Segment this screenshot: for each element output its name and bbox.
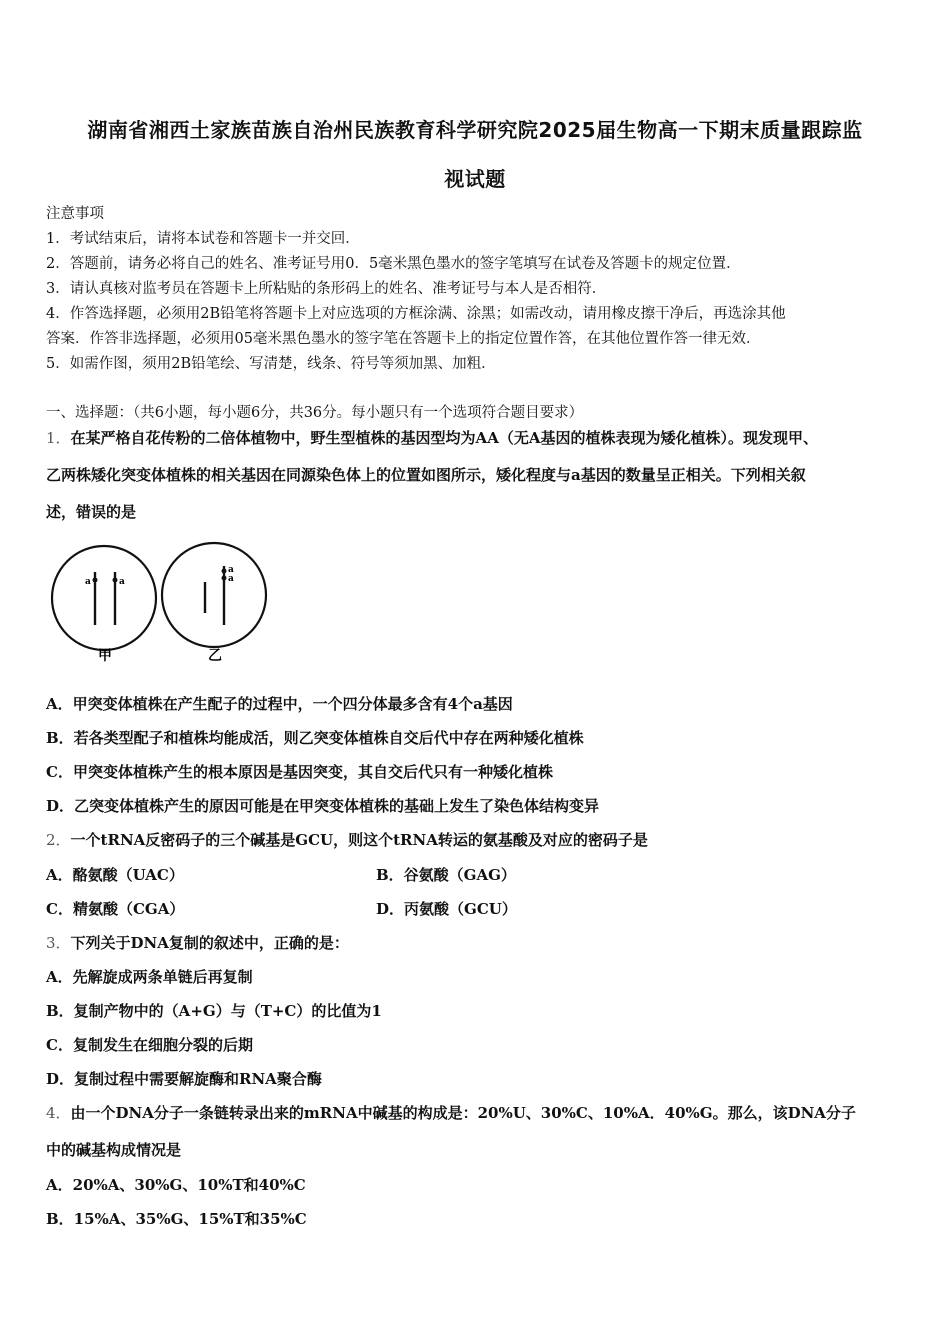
gene-label-a: a xyxy=(228,565,234,575)
option-b[interactable]: B．谷氨酸（GAG） xyxy=(376,866,516,884)
notice-item: 1．考试结束后，请将本试卷和答题卡一并交回． xyxy=(46,231,360,247)
option-c[interactable]: C．精氨酸（CGA） xyxy=(46,900,185,918)
gene-dot xyxy=(93,578,98,583)
gene-dot xyxy=(222,576,227,581)
cell-circle-yi xyxy=(162,543,266,647)
gene-dot xyxy=(113,578,118,583)
notice-item: 3．请认真核对监考员在答题卡上所粘贴的条形码上的姓名、准考证号与本人是否相符． xyxy=(46,281,607,297)
option-a[interactable]: A．酪氨酸（UAC） xyxy=(46,866,184,884)
page-title-line-1: 湖南省湘西土家族苗族自治州民族教育科学研究院2025届生物高一下期末质量跟踪监 xyxy=(87,118,863,142)
page-title-line-2: 视试题 xyxy=(444,167,506,191)
option-a[interactable]: A．甲突变体植株在产生配子的过程中，一个四分体最多含有4个a基因 xyxy=(46,695,513,713)
option-b[interactable]: B．若各类型配子和植株均能成活，则乙突变体植株自交后代中存在两种矮化植株 xyxy=(46,729,584,747)
figure-label-yi: 乙 xyxy=(208,648,222,664)
option-d[interactable]: D．乙突变体植株产生的原因可能是在甲突变体植株的基础上发生了染色体结构变异 xyxy=(46,797,600,815)
option-d[interactable]: D．丙氨酸（GCU） xyxy=(376,900,517,918)
option-d[interactable]: D．复制过程中需要解旋酶和RNA聚合酶 xyxy=(46,1070,322,1088)
cell-circle-jia xyxy=(52,546,156,650)
question-text: 中的碱基构成情况是 xyxy=(46,1141,182,1159)
notice-item: 答案．作答非选择题，必须用05毫米黑色墨水的签字笔在答题卡上的指定位置作答，在其他位置作答一律无效． xyxy=(46,331,761,347)
gene-dot xyxy=(222,569,227,574)
option-b[interactable]: B．复制产物中的（A+G）与（T+C）的比值为1 xyxy=(46,1002,382,1020)
question-text: 乙两株矮化突变体植株的相关基因在同源染色体上的位置如图所示，矮化程度与a基因的数量呈正相关。下列相关叙 xyxy=(46,466,806,484)
notice-item: 5．如需作图，须用2B铅笔绘、写清楚，线条、符号等须加黑、加粗． xyxy=(46,356,496,372)
question-number: 3． xyxy=(46,934,71,952)
question-text: 由一个DNA分子一条链转录出来的mRNA中碱基的构成是：20%U、30%C、10%A．40%G。那么，该DNA分子 xyxy=(70,1104,856,1122)
option-b[interactable]: B．15%A、35%G、15%T和35%C xyxy=(46,1210,307,1228)
notice-item: 4．作答选择题，必须用2B铅笔将答题卡上对应选项的方框涂满、涂黑；如需改动，请用橡皮擦干净后，再选涂其他 xyxy=(46,306,786,322)
option-c[interactable]: C．复制发生在细胞分裂的后期 xyxy=(46,1036,253,1054)
question-text: 一个tRNA反密码子的三个碱基是GCU，则这个tRNA转运的氨基酸及对应的密码子是 xyxy=(70,831,648,849)
gene-label-a: a xyxy=(85,577,91,587)
question-number: 2． xyxy=(46,831,71,849)
figure-label-jia: 甲 xyxy=(98,648,112,664)
question-number: 4． xyxy=(46,1104,71,1122)
option-a[interactable]: A．20%A、30%G、10%T和40%C xyxy=(46,1176,306,1194)
question-text: 述，错误的是 xyxy=(46,503,137,521)
question-number: 1． xyxy=(46,429,71,447)
option-a[interactable]: A．先解旋成两条单链后再复制 xyxy=(46,968,253,986)
gene-label-a: a xyxy=(228,574,234,584)
notice-item: 2．答题前，请务必将自己的姓名、准考证号用0．5毫米黑色墨水的签字笔填写在试卷及答题卡的规定位置． xyxy=(46,256,741,272)
chromosome-figure xyxy=(48,540,278,670)
question-text: 在某严格自花传粉的二倍体植物中，野生型植株的基因型均为AA（无A基因的植株表现为矮化植株）。现发现甲、 xyxy=(70,429,818,447)
section-heading: 一、选择题：（共6小题，每小题6分，共36分。每小题只有一个选项符合题目要求） xyxy=(46,405,584,421)
gene-label-a: a xyxy=(119,577,125,587)
question-text: 下列关于DNA复制的叙述中，正确的是： xyxy=(70,934,349,952)
notice-heading: 注意事项 xyxy=(46,206,104,222)
option-c[interactable]: C．甲突变体植株产生的根本原因是基因突变，其自交后代只有一种矮化植株 xyxy=(46,763,553,781)
